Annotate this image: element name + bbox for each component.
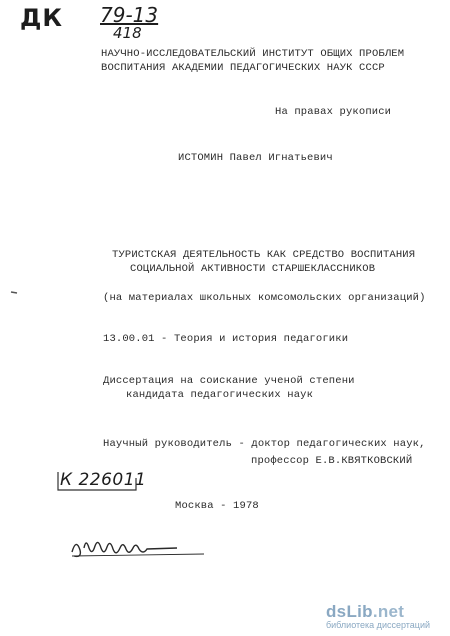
watermark-tld: .net xyxy=(372,602,405,621)
specialty: 13.00.01 - Теория и история педагогики xyxy=(103,333,349,345)
author-name: ИСТОМИН Павел Игнатьевич xyxy=(178,152,333,164)
stamp-number: 79-13 xyxy=(100,3,159,27)
supervisor-line-2: профессор Е.В.КВЯТКОВСКИЙ xyxy=(251,455,413,467)
place-year: Москва - 1978 xyxy=(175,500,259,512)
title-line-1: ТУРИСТСКАЯ ДЕЯТЕЛЬНОСТЬ КАК СРЕДСТВО ВОСПИТАНИЯ xyxy=(112,249,416,261)
title-subtitle: (на материалах школьных комсомольских организаций) xyxy=(103,292,426,304)
inventory-number: К 226011 xyxy=(60,470,147,490)
watermark-logo xyxy=(326,602,404,622)
watermark xyxy=(326,602,444,630)
institution-line-2: ВОСПИТАНИЯ АКАДЕМИИ ПЕДАГОГИЧЕСКИХ НАУК СССР xyxy=(101,62,385,74)
margin-mark xyxy=(11,292,17,293)
watermark-site: dsLib xyxy=(326,602,373,621)
watermark-subtitle: библиотека диссертаций xyxy=(326,620,431,630)
stamp-sub-number: 418 xyxy=(113,24,142,42)
supervisor-line-1: Научный руководитель - доктор педагогических наук, xyxy=(103,438,426,450)
inventory-box xyxy=(58,472,136,490)
title-line-2: СОЦИАЛЬНОЙ АКТИВНОСТИ СТАРШЕКЛАССНИКОВ xyxy=(130,263,376,275)
institution-line-1: НАУЧНО-ИССЛЕДОВАТЕЛЬСКИЙ ИНСТИТУТ ОБЩИХ ПРОБЛЕМ xyxy=(101,48,405,60)
stamp-prefix: ДК xyxy=(20,4,63,32)
degree-line-2: кандидата педагогических наук xyxy=(126,389,314,401)
degree-line-1: Диссертация на соискание ученой степени xyxy=(103,375,355,387)
rights-note: На правах рукописи xyxy=(275,106,392,118)
signature-underline xyxy=(72,554,204,556)
